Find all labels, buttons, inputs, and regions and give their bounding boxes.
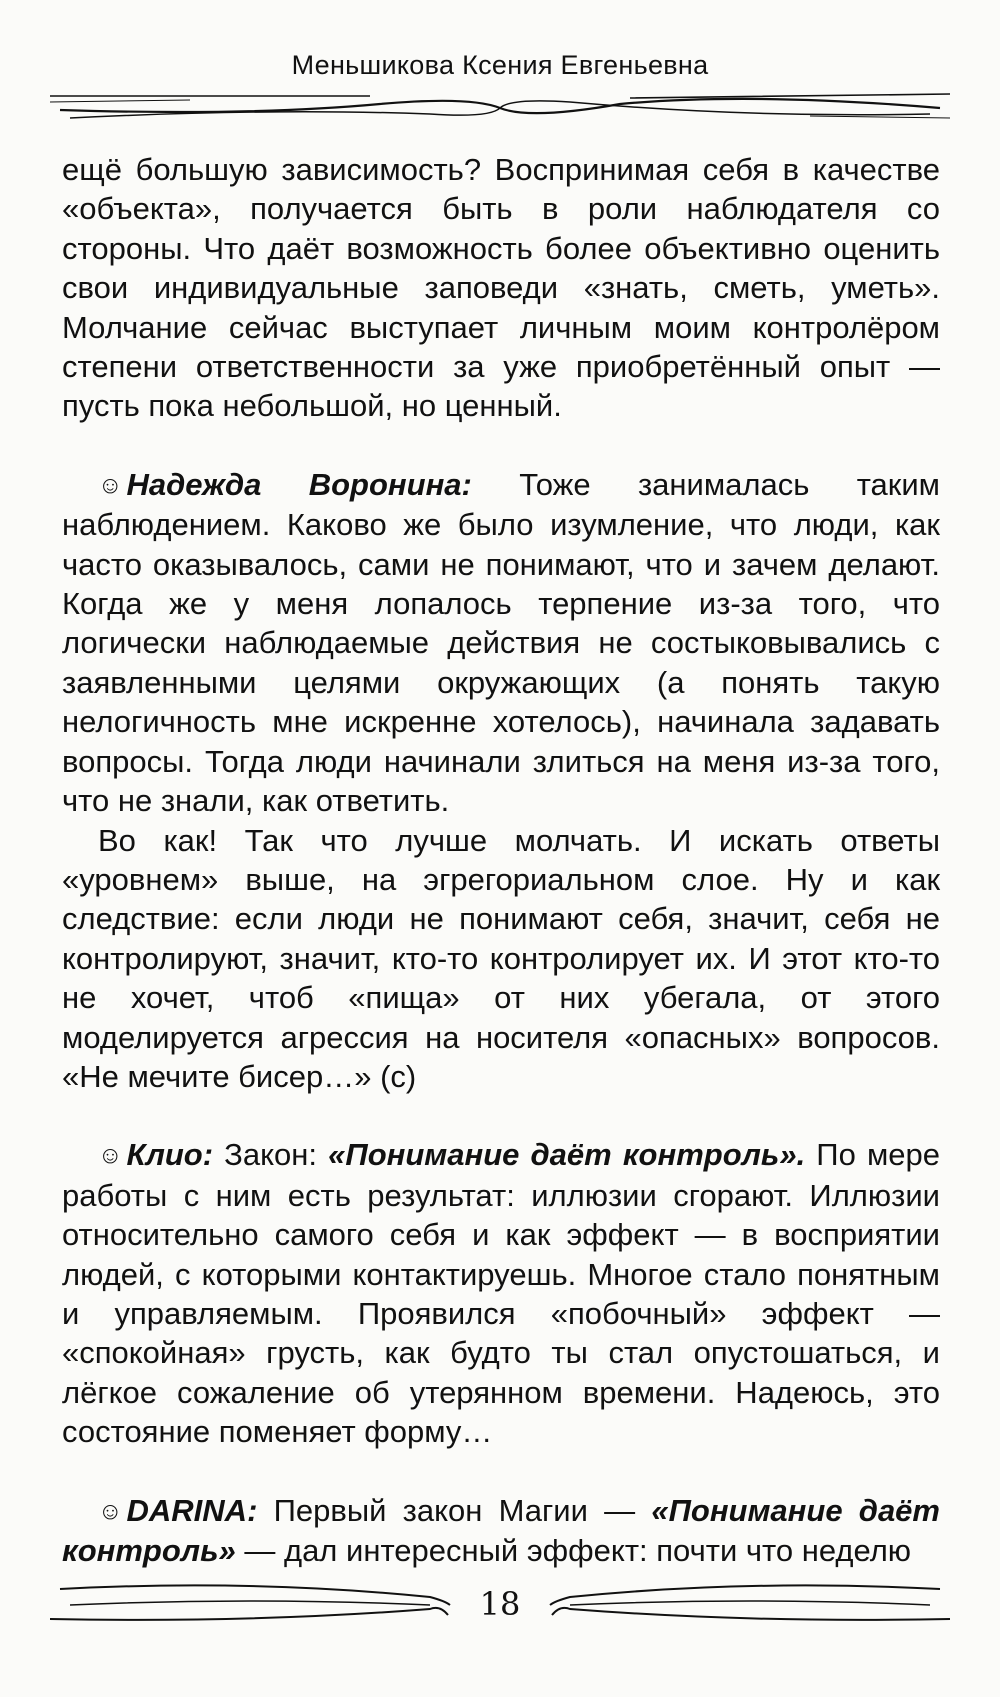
paragraph-text-before: Закон: [213,1137,329,1173]
header-ornament [50,88,950,128]
page-footer [50,1575,950,1635]
author-name: Клио: [126,1137,214,1173]
paragraph-3: Во как! Так что лучше молчать. И искать ответы «уровнем» выше, на эгрегориальном слое. Ну и как следствие: если люди не понимают себя, значит, себя не контролируют, значит, кто-то контролирует их. И этот кто-то не хочет, чтоб «пища» от них убегала, от этого моделируется агрессия на носителя «опасных» вопросов. «Не мечите бисер…» (с) [62,822,940,1094]
paragraph-text: — дал интересный эффект: почти что неделю [235,1533,912,1568]
page-header-title: Меньшикова Ксения Евгеньевна [291,50,709,80]
paragraph-voronina [62,465,940,821]
paragraph-1: ещё большую зависимость? Воспринимая себя в качестве «объекта», получается быть в роли наблюдателя со стороны. Что даёт возможность более объективно оценить свои индивидуальные заповеди «знать, сметь, уметь». Молчание сейчас выступает личным моим контролёром степени ответственности за уже приобретённый опыт — пусть пока небольшой, но ценный. [62,152,940,424]
smiley-icon: ☺ [98,1497,123,1525]
law-quote: «Понимание даёт контроль» [62,1492,940,1568]
author-name: DARINA: [126,1492,258,1528]
page-body-text [62,150,940,1570]
paragraph-text: По мере работы с ним есть результат: иллюзии сгорают. Иллюзии относительно самого себя и как эффект — в восприятии людей, с которыми контактируешь. Многое стало понятным и управляемым. Проявился «побочный» эффект — «спокойная» грусть, как будто ты стал опустошаться, и лёгкое сожаление об утерянном времени. Надеюсь, это состояние поменяет форму… [62,1137,940,1450]
paragraph-text: Тоже занималась таким наблюдением. Каково же было изумление, что люди, как часто оказывалось, сами не понимают, что и зачем делают. Когда же у меня лопалось терпение из-за того, что логически наблюдаемые действия не состыковывались с заявленными целями окружающих (а понять такую нелогичность мне искренне хотелось), начинала задавать вопросы. Тогда люди начинали злиться на меня из-за того, что не знали, как ответить. [62,466,940,819]
paragraph-text-before: Первый закон Магии — [257,1492,652,1528]
paragraph-darina [62,1491,940,1571]
smiley-icon: ☺ [98,471,123,499]
law-quote: «Понимание даёт контроль». [328,1137,806,1173]
page-number: 18 [479,1585,521,1623]
paragraph-klio [62,1135,940,1451]
author-name: Надежда Воронина: [126,466,472,502]
smiley-icon: ☺ [98,1142,123,1170]
